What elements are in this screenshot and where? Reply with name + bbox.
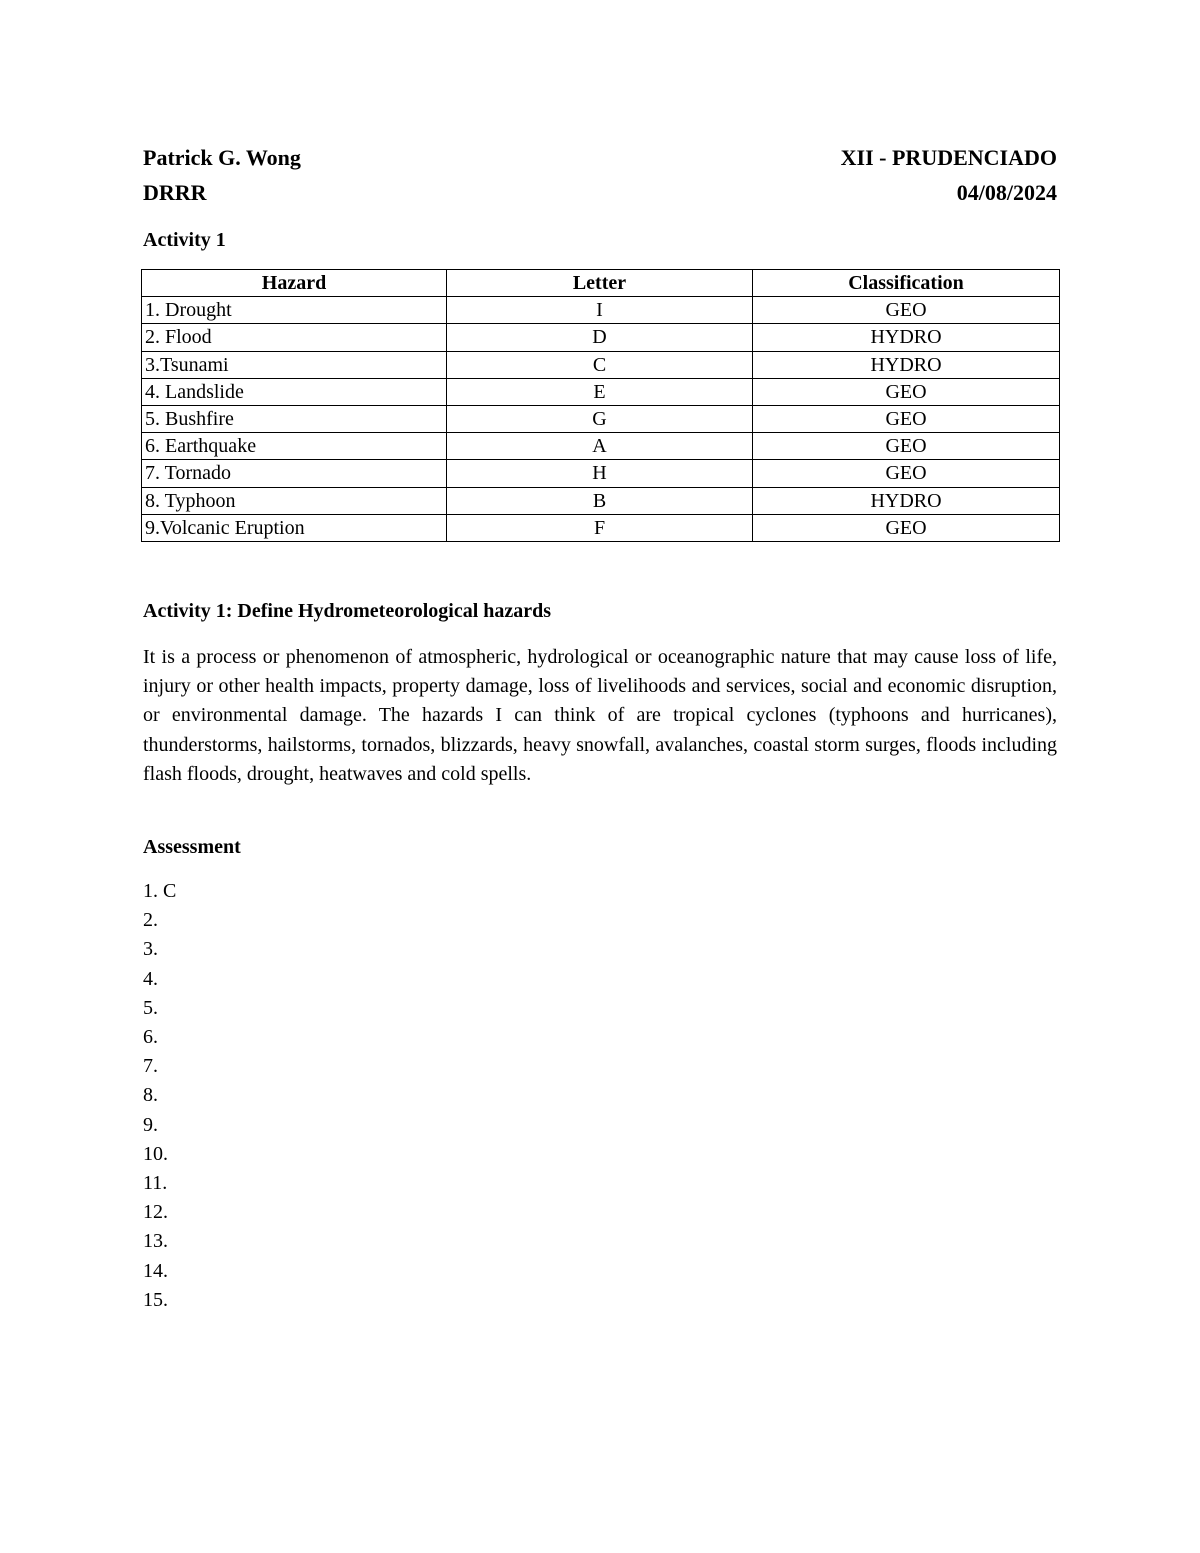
assessment-answer-list <box>143 877 176 1315</box>
assessment-answer: 3. <box>143 938 158 961</box>
column-header-classification: Classification <box>753 270 1060 297</box>
assessment-answer: 15. <box>143 1288 168 1311</box>
letter-cell: A <box>447 433 753 460</box>
definition-heading: Activity 1: Define Hydrometeorological hazards <box>143 600 552 622</box>
assessment-answer: 1. C <box>143 880 177 902</box>
classification-cell: HYDRO <box>753 324 1060 351</box>
activity-1-heading: Activity 1 <box>143 229 226 251</box>
table-row <box>142 405 1060 432</box>
assessment-answer: 6. <box>143 1026 158 1049</box>
hazard-cell: 3.Tsunami <box>142 351 447 378</box>
column-header-letter: Letter <box>447 270 753 297</box>
hazard-cell: 8. Typhoon <box>142 487 447 514</box>
letter-cell: E <box>447 378 753 405</box>
table-row <box>142 324 1060 351</box>
assessment-answer: 10. <box>143 1142 168 1165</box>
date: 04/08/2024 <box>956 180 1057 205</box>
assessment-answer: 11. <box>143 1172 168 1195</box>
classification-cell: HYDRO <box>753 487 1060 514</box>
letter-cell: D <box>447 324 753 351</box>
assessment-answer: 4. <box>143 967 158 990</box>
header-row-2 <box>143 179 1057 207</box>
hazard-cell: 5. Bushfire <box>142 405 447 432</box>
table-row <box>142 351 1060 378</box>
assessment-answer: 8. <box>143 1084 158 1107</box>
hazard-cell: 2. Flood <box>142 324 447 351</box>
hazard-table <box>141 269 1060 542</box>
classification-cell: GEO <box>753 378 1060 405</box>
hazard-cell: 6. Earthquake <box>142 433 447 460</box>
table-row <box>142 487 1060 514</box>
classification-cell: GEO <box>753 514 1060 541</box>
classification-cell: GEO <box>753 405 1060 432</box>
table-row <box>142 378 1060 405</box>
assessment-heading: Assessment <box>143 836 241 858</box>
assessment-answer: 5. <box>143 996 158 1019</box>
assessment-answer: 14. <box>143 1259 168 1282</box>
letter-cell: I <box>447 297 753 324</box>
table-header-row <box>142 270 1060 297</box>
subject: DRRR <box>143 180 207 205</box>
hazard-cell: 4. Landslide <box>142 378 447 405</box>
letter-cell: H <box>447 460 753 487</box>
header-row-1 <box>143 144 1057 172</box>
letter-cell: B <box>447 487 753 514</box>
definition-paragraph: It is a process or phenomenon of atmospheric, hydrological or oceanographic nature that may cause loss of life, injury or other health impacts, property damage, loss of livelihoods and services, social and economic disruption, or environmental damage. The hazards I can think of are tropical cyclones (typhoons and hurricanes), thunderstorms, hailstorms, tornados, blizzards, heavy snowfall, avalanches, coastal storm surges, floods including flash floods, drought, heatwaves and cold spells. <box>143 646 1057 785</box>
hazard-cell: 7. Tornado <box>142 460 447 487</box>
table-row <box>142 297 1060 324</box>
assessment-answer: 13. <box>143 1230 168 1253</box>
student-name: Patrick G. Wong <box>143 145 301 170</box>
hazard-cell: 1. Drought <box>142 297 447 324</box>
table-row <box>142 460 1060 487</box>
letter-cell: G <box>447 405 753 432</box>
assessment-answer: 7. <box>143 1055 158 1078</box>
letter-cell: C <box>447 351 753 378</box>
hazard-cell: 9.Volcanic Eruption <box>142 514 447 541</box>
letter-cell: F <box>447 514 753 541</box>
classification-cell: GEO <box>753 297 1060 324</box>
assessment-answer: 12. <box>143 1201 168 1224</box>
student-section: XII - PRUDENCIADO <box>840 145 1057 170</box>
table-row <box>142 433 1060 460</box>
table-row <box>142 514 1060 541</box>
assessment-answer: 2. <box>143 909 158 932</box>
classification-cell: GEO <box>753 433 1060 460</box>
assessment-answer: 9. <box>143 1113 158 1136</box>
column-header-hazard: Hazard <box>142 270 447 297</box>
classification-cell: HYDRO <box>753 351 1060 378</box>
classification-cell: GEO <box>753 460 1060 487</box>
